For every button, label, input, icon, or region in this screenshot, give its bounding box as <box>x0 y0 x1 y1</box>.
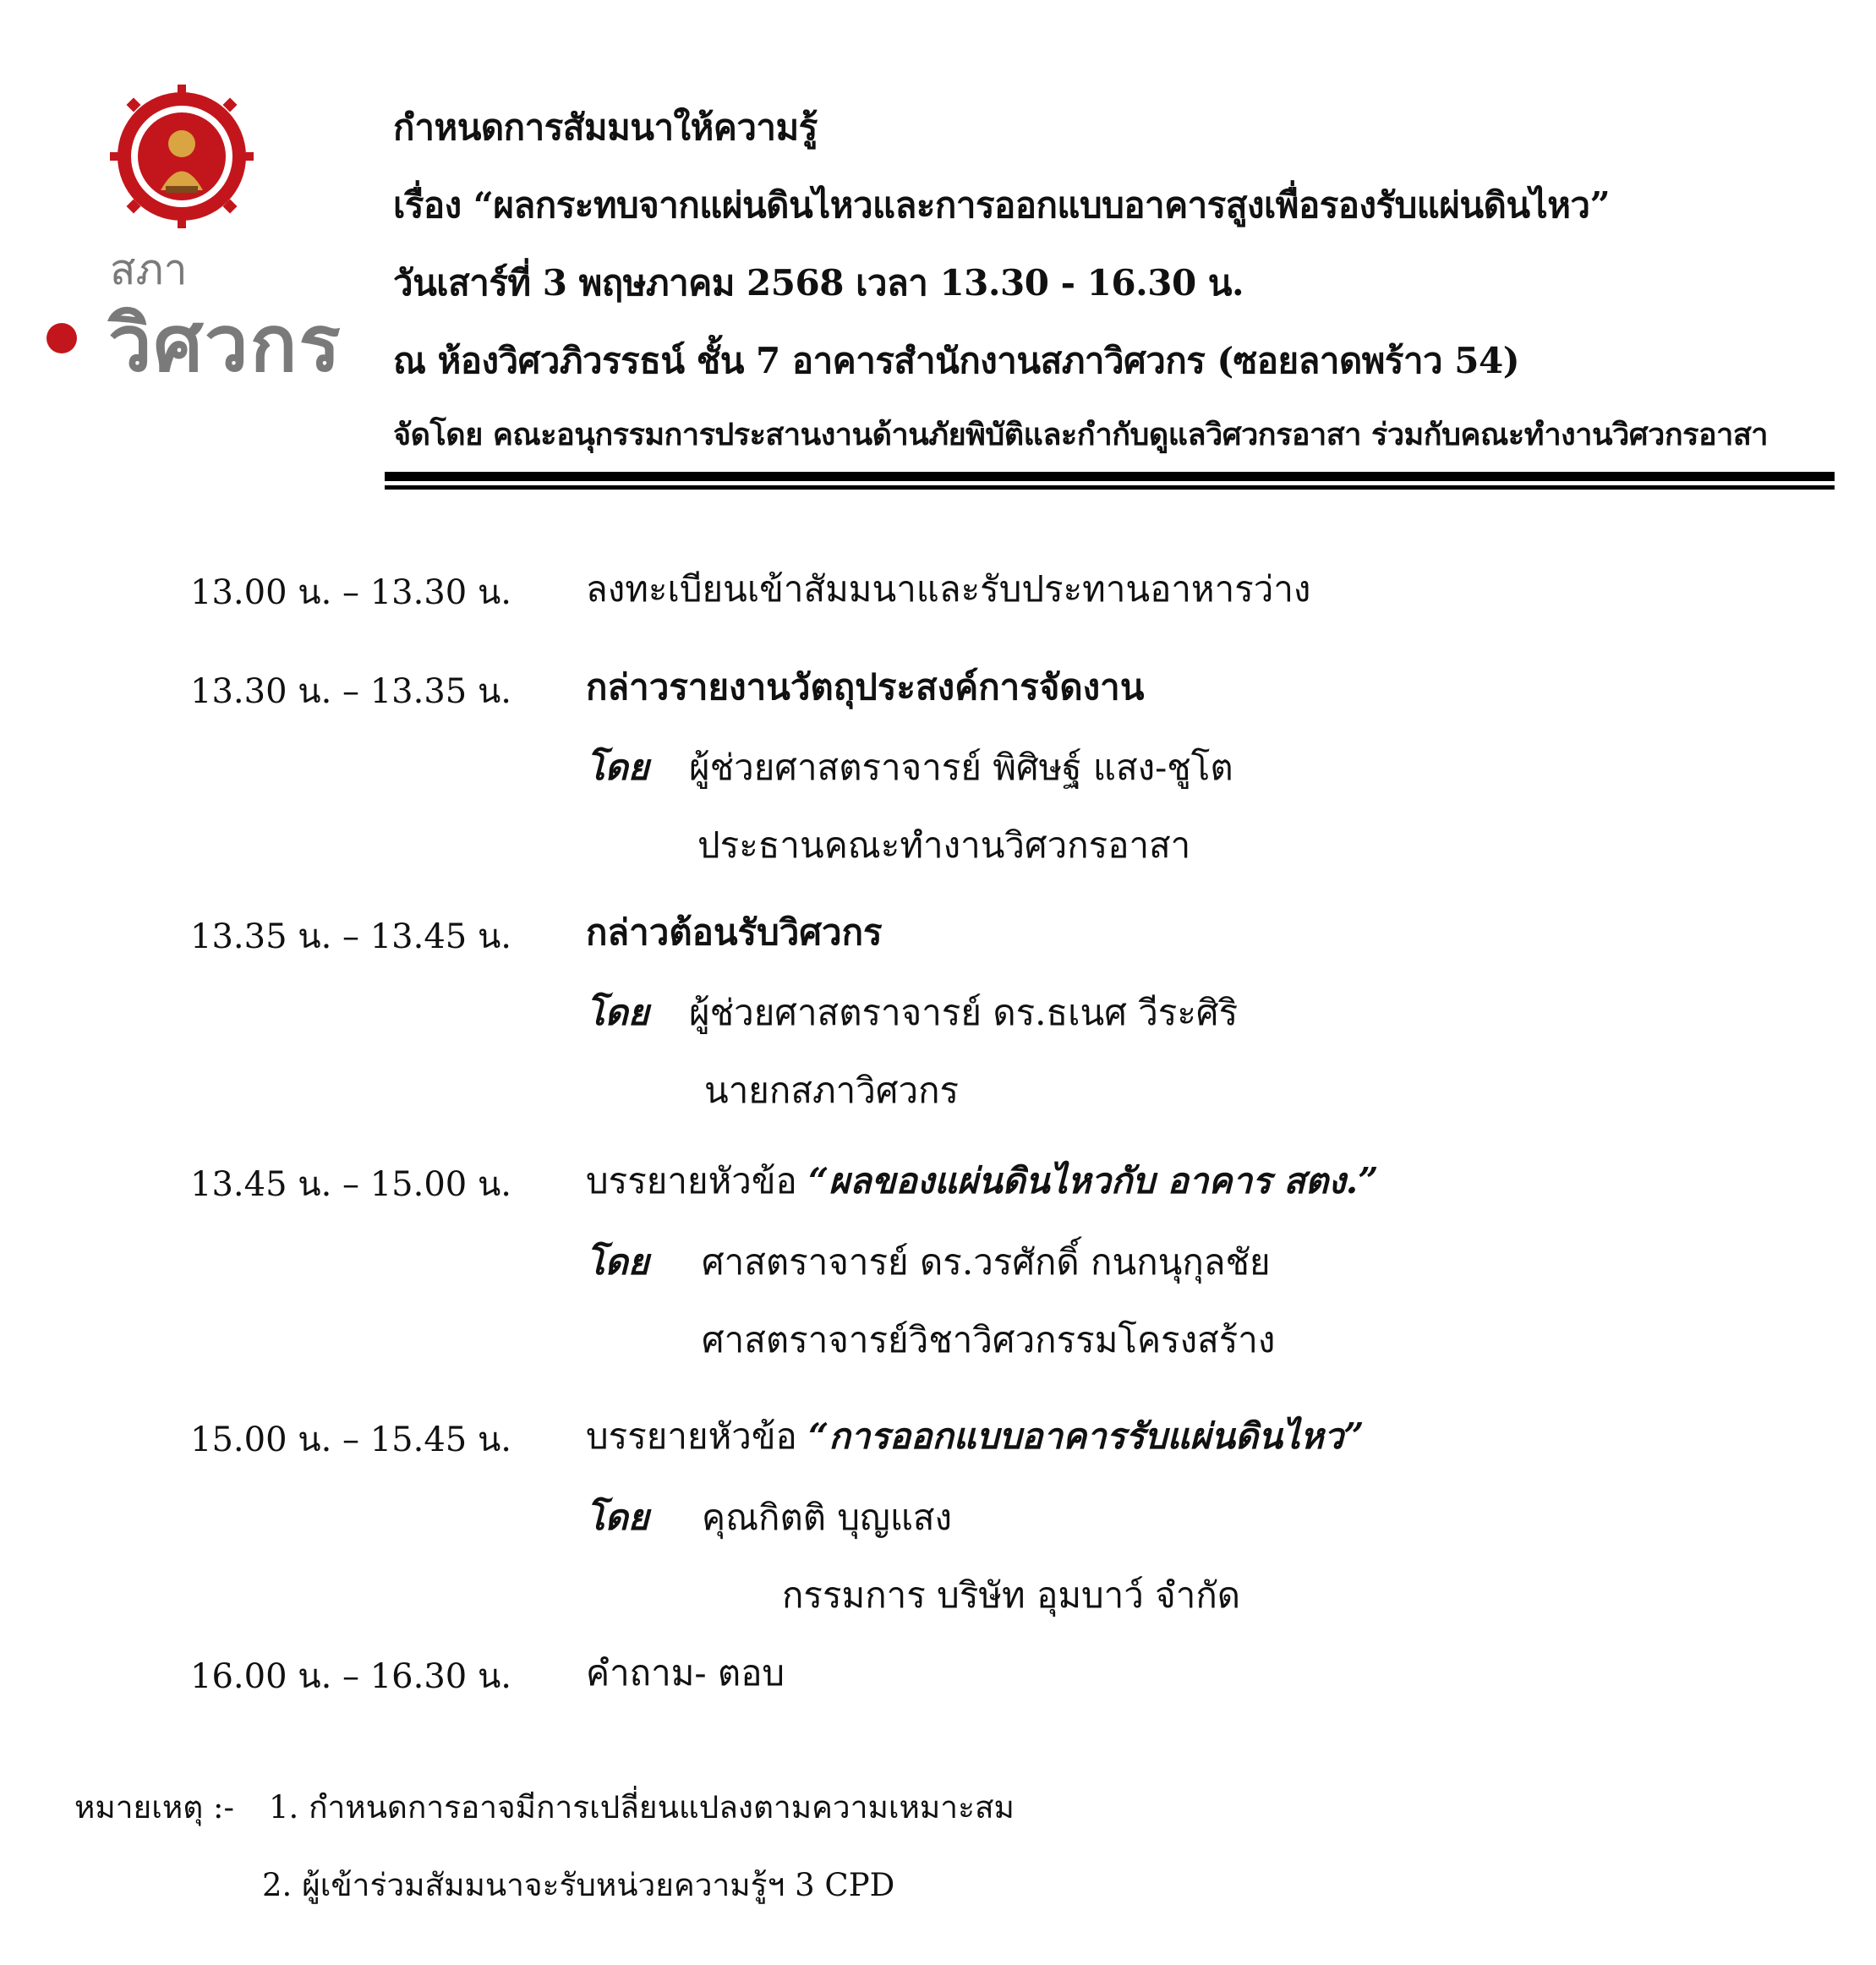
schedule-time: 13.00 น. – 13.30 น. <box>190 573 511 612</box>
schedule-speaker: ศาสตราจารย์ ดร.วรศักดิ์ กนกนุกุลชัย <box>702 1241 1271 1283</box>
schedule-by-label: โดย <box>586 1497 649 1538</box>
schedule-speaker: คุณกิตติ บุญแสง <box>702 1497 953 1538</box>
logo-red-dot-icon <box>46 323 77 353</box>
organization-logo <box>34 85 372 389</box>
schedule-activity-topic: “ผลของแผ่นดินไหวกับ อาคาร สตง.” <box>808 1160 1379 1201</box>
note-item: 1. กำหนดการอาจมีการเปลี่ยนแปลงตามความเหมาะสม <box>269 1789 1015 1825</box>
council-seal-icon <box>110 85 254 228</box>
header-line-date: วันเสาร์ที่ 3 พฤษภาคม 2568 เวลา 13.30 - 16.30 น. <box>393 262 1244 304</box>
header-organizer: จัดโดย คณะอนุกรรมการประสานงานด้านภัยพิบัติและกำกับดูแลวิศวกรอาสา ร่วมกับคณะทำงานวิศวกรอาสา <box>393 417 1769 452</box>
schedule-speaker-role: กรรมการ บริษัท อุมบาว์ จำกัด <box>782 1574 1241 1616</box>
schedule-speaker: ผู้ช่วยศาสตราจารย์ ดร.ธเนศ วีระศิริ <box>689 992 1239 1033</box>
schedule-by-label: โดย <box>586 1241 649 1283</box>
schedule-speaker: ผู้ช่วยศาสตราจารย์ พิศิษฐ์ แสง-ชูโต <box>689 747 1233 788</box>
schedule-speaker-role: ประธานคณะทำงานวิศวกรอาสา <box>697 824 1191 866</box>
schedule-activity: คำถาม- ตอบ <box>586 1652 785 1694</box>
logo-word-big: วิศวกร <box>108 298 342 389</box>
schedule-speaker-role: นายกสภาวิศวกร <box>704 1070 960 1111</box>
schedule-time: 16.00 น. – 16.30 น. <box>190 1657 511 1696</box>
schedule-activity: กล่าวรายงานวัตถุประสงค์การจัดงาน <box>586 666 1145 708</box>
schedule-by-label: โดย <box>586 747 649 788</box>
header-line-venue: ณ ห้องวิศวภิวรรธน์ ชั้น 7 อาคารสำนักงานสภาวิศวกร (ซอยลาดพร้าว 54) <box>393 340 1520 381</box>
schedule-activity: กล่าวต้อนรับวิศวกร <box>586 911 883 953</box>
schedule-by-label: โดย <box>586 992 649 1033</box>
schedule-activity: ลงทะเบียนเข้าสัมมนาและรับประทานอาหารว่าง <box>586 568 1311 610</box>
note-item: 2. ผู้เข้าร่วมสัมมนาจะรับหน่วยความรู้ฯ 3 CPD <box>262 1867 895 1903</box>
notes-label: หมายเหตุ :- <box>74 1789 235 1825</box>
schedule-time: 13.45 น. – 15.00 น. <box>190 1165 511 1204</box>
schedule-activity <box>586 1409 1364 1464</box>
header-rule-thick <box>385 472 1835 481</box>
schedule-activity-prefix: บรรยายหัวข้อ <box>586 1160 797 1201</box>
header-rule-thin <box>385 485 1835 490</box>
schedule-activity-prefix: บรรยายหัวข้อ <box>586 1415 797 1457</box>
schedule-speaker-role: ศาสตราจารย์วิชาวิศวกรรมโครงสร้าง <box>702 1319 1276 1360</box>
header-line-title: กำหนดการสัมมนาให้ความรู้ <box>393 107 818 148</box>
schedule-activity-topic: “การออกแบบอาคารรับแผ่นดินไหว” <box>808 1415 1365 1457</box>
logo-word-small: สภา <box>110 245 188 294</box>
schedule-activity <box>586 1153 1378 1209</box>
schedule-time: 15.00 น. – 15.45 น. <box>190 1420 511 1459</box>
schedule-time: 13.35 น. – 13.45 น. <box>190 917 511 956</box>
schedule-time: 13.30 น. – 13.35 น. <box>190 672 511 711</box>
header-line-subject: เรื่อง “ผลกระทบจากแผ่นดินไหวและการออกแบบอาคารสูงเพื่อรองรับแผ่นดินไหว” <box>393 184 1611 226</box>
